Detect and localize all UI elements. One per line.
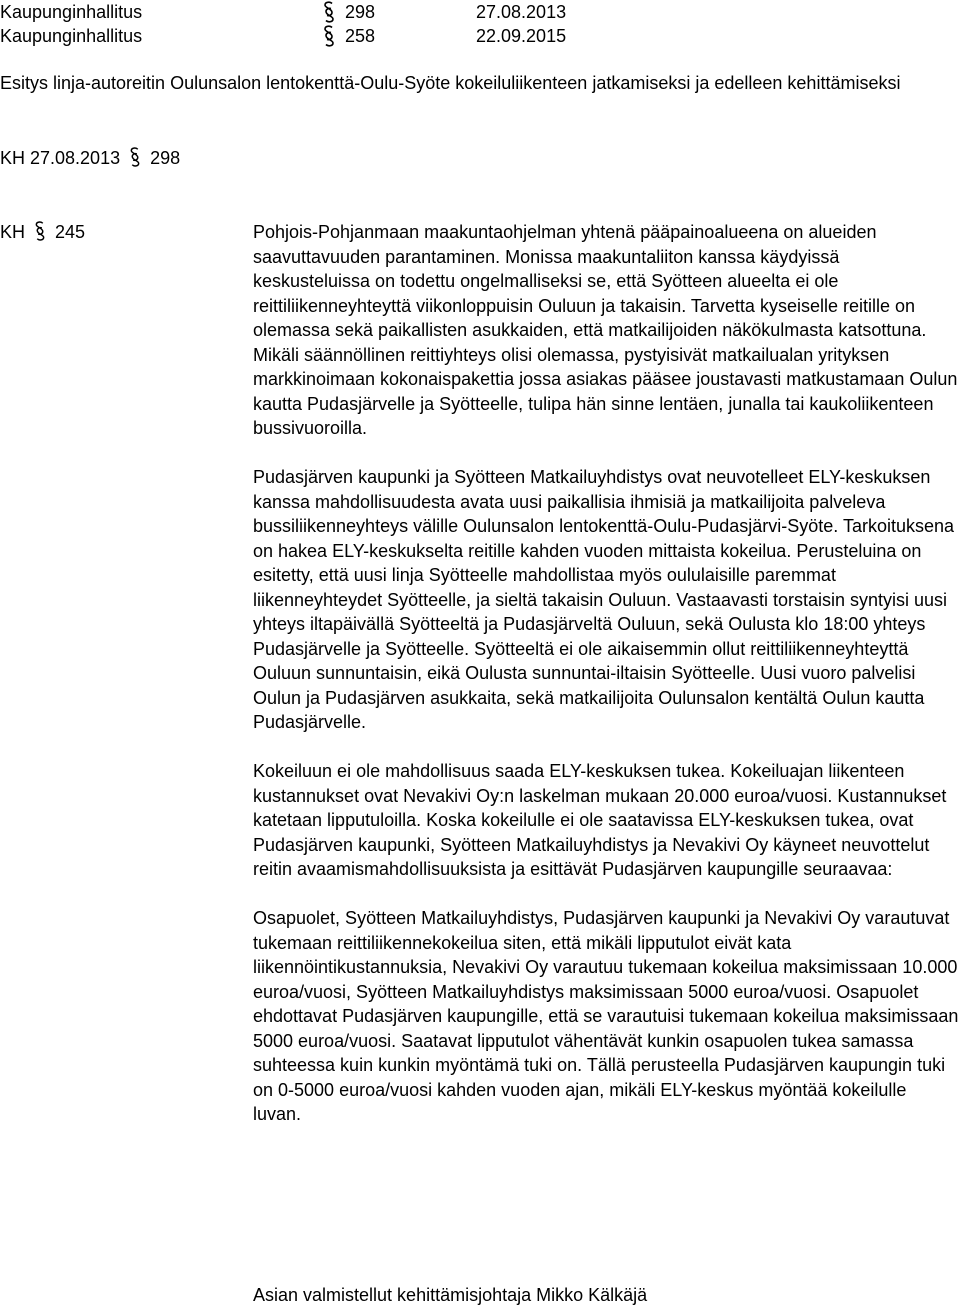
section-sign-icon <box>318 0 340 24</box>
preparer-signature-line: Asian valmistellut kehittämisjohtaja Mikko Kälkäjä <box>253 1285 648 1305</box>
reference-number: 298 <box>150 148 181 168</box>
paragraph: Kokeiluun ei ole mahdollisuus saada ELY-keskuksen tukea. Kokeiluajan liikenteen kustannukset ovat Nevakivi Oy:n laskelman mukaan 20.000 euroa/vuosi. Kustannukset katetaan lipputuloilla. Koska kokeilulle ei ole saatavissa ELY-keskuksen tukea, ovat Pudasjärven kaupunki, Syötteen Matkailuyhdistys ja Nevakivi Oy käyneet neuvottelut reitin avaamismahdollisuuksista ja esittävät Pudasjärven kaupungille seuraavaa: <box>253 761 947 879</box>
paragraph: Pohjois-Pohjanmaan maakuntaohjelman yhtenä pääpainoalueena on alueiden saavuttavuuden parantaminen. Monissa maakuntaliiton kanssa käydyissä keskusteluissa on todettu ongelmalliseksi se, että Syötteen alueelta ei ole reittiliikenneyhteyttä viikonloppuisin Ouluun ja takaisin. Tarvetta kyseiselle reitille on olemassa sekä paikallisten asukkaiden, että matkailijoiden näkökulmasta katsottuna. Mikäli säännöllinen reittiyhteys olisi olemassa, pystyisivät matkailualan yrityksen markkinoimaan kokonaispakettia jossa asiakas pääsee joustavasti matkustamaan Oulun kautta Pudasjärvelle ja Syötteelle, tulipa hän sinne lentäen, junalla tai kaukoliikenteen bussivuoroilla. <box>253 222 958 438</box>
header-number: 298 <box>345 2 376 22</box>
paragraph: Osapuolet, Syötteen Matkailuyhdistys, Pudasjärven kaupunki ja Nevakivi Oy varautuvat tukemaan reittiliikennekokeilua siten, että mikäli lipputulot eivät kata liikennöintikustannuksia, Nevakivi Oy varautuu tukemaan kokeilua maksimissaan 10.000 euroa/vuosi, Syötteen Matkailuyhdistys maksimissaan 5000 euroa/vuosi. Osapuolet ehdottavat Pudasjärven kaupungille, että se varautuisi tukemaan kokeilua maksimissaan 5000 euroa/vuosi. Saatavat lipputulot vähentävät kunkin osapuolen tukea samassa suhteessa kuin kunkin myöntämä tuki on. Tällä perusteella Pudasjärven kaupungin tuki on 0-5000 euroa/vuosi kahden vuoden ajan, mikäli ELY-keskus myöntää kokeilulle luvan. <box>253 908 959 1124</box>
header-number: 258 <box>345 26 376 46</box>
section-sign-icon <box>318 24 340 48</box>
header-organization: Kaupunginhallitus <box>0 26 143 46</box>
reference-line <box>0 146 180 171</box>
document-title: Esitys linja-autoreitin Oulunsalon lentokenttä-Oulu-Syöte kokeiluliikenteen jatkamiseksi ja edelleen kehittämiseksi <box>0 73 901 93</box>
header-date: 22.09.2015 <box>476 26 567 46</box>
entry-prefix: KH <box>0 222 26 242</box>
section-sign-icon <box>124 146 146 168</box>
entry-label <box>0 220 85 245</box>
paragraph: Pudasjärven kaupunki ja Syötteen Matkailuyhdistys ovat neuvotelleet ELY-keskuksen kanssa mahdollisuudesta avata uusi paikallisia ihmisiä ja matkailijoita palveleva bussiliikenneyhteys välille Oulunsalon lentokenttä-Oulu-Pudasjärvi-Syöte. Tarkoituksena on hakea ELY-keskukselta reitille kahden vuoden mittaista kokeilua. Perusteluina on esitetty, että uusi linja Syötteelle mahdollistaa myös oululaisille paremmat liikenneyhteydet Syötteelle, ja sieltä takaisin Ouluun. Vastaavasti torstaisin syntyisi uusi yhteys iltapäivällä Syötteeltä ja Pudasjärveltä Ouluun, sekä Oulusta klo 18:00 yhteys Pudasjärvelle ja Syötteelle. Syötteeltä ei ole aikaisemmin ollut reittiliikenneyhteyttä Ouluun sunnuntaisin, eikä Oulusta sunnuntai-iltaisin Syötteelle. Uusi vuoro palvelisi Oulun ja Pudasjärven asukkaita, sekä matkailijoita Oulunsalon kentältä Oulun kautta Pudasjärvelle. <box>253 467 955 732</box>
section-sign-icon <box>29 220 51 242</box>
header-date: 27.08.2013 <box>476 2 567 22</box>
header-organization: Kaupunginhallitus <box>0 2 143 22</box>
body-text <box>253 220 959 1151</box>
reference-prefix: KH 27.08.2013 <box>0 148 121 168</box>
entry-number: 245 <box>55 222 86 242</box>
